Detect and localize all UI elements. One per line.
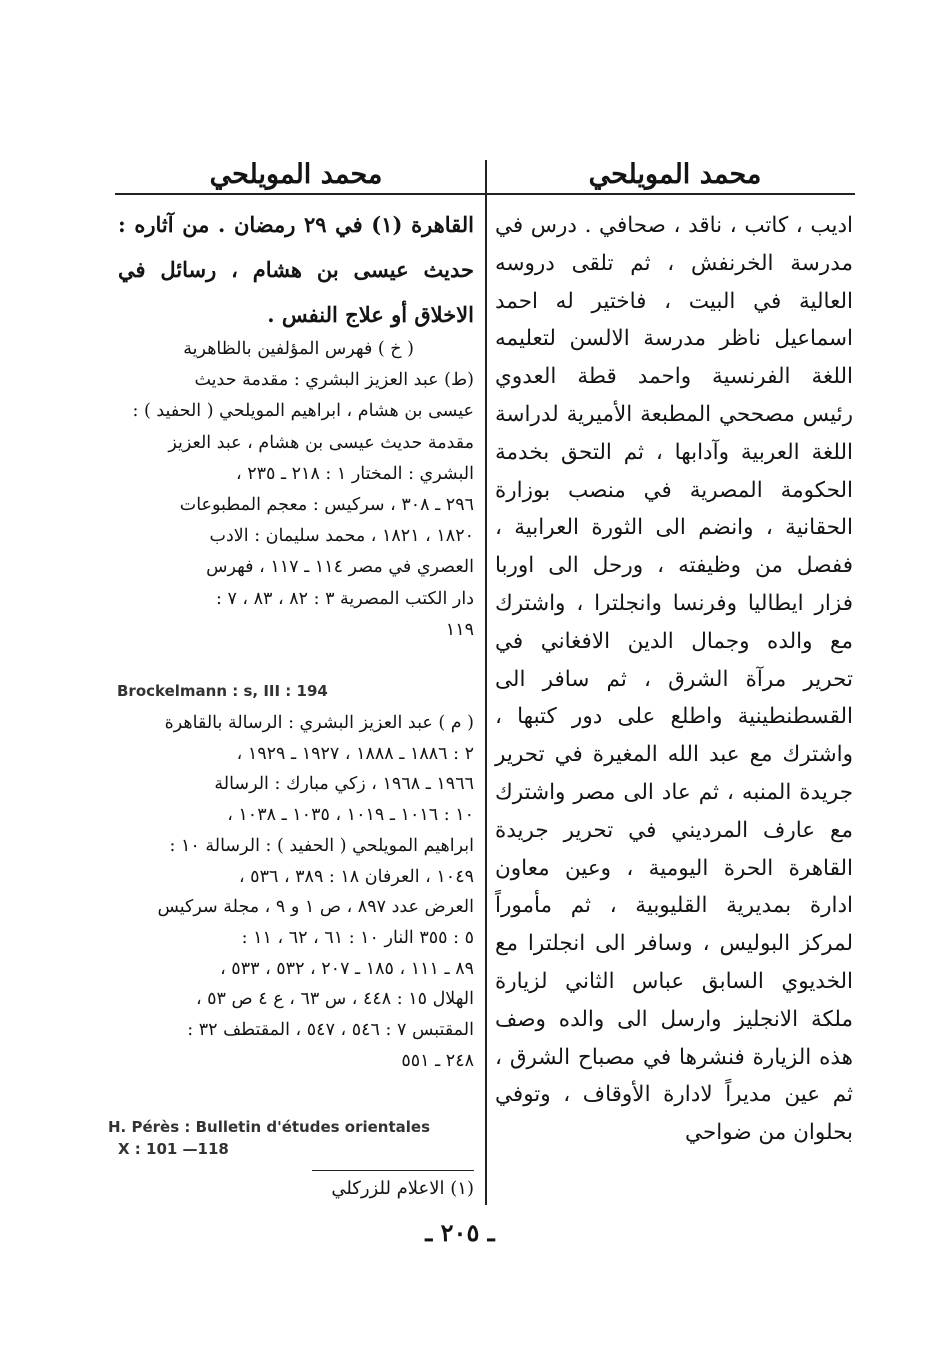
ref-line: ٢٤٨ ـ ٥٥١ (401, 1050, 474, 1071)
ref-line: العرض عدد ٨٩٧ ، ص ١ و ٩ ، مجلة سركيس (157, 897, 474, 918)
footnote: (١) الاعلام للزركلي (331, 1178, 474, 1199)
ref-line: الهلال ١٥ : ٤٤٨ ، س ٦٣ ، ع ٤ ص ٥٣ ، (195, 989, 474, 1010)
ref-line: ( م ) عبد العزيز البشري : الرسالة بالقاهرة (164, 713, 474, 733)
ref-line: ٢ : ١٨٨٦ ـ ١٨٨٨ ، ١٩٢٧ ـ ١٩٢٩ ، (236, 743, 474, 764)
ref-line: ١١٩ (445, 619, 474, 640)
ref-line: ١٨٢٠ ، ١٨٢١ ، محمد سليمان : الادب (209, 526, 474, 547)
ref-line: ٨٩ ـ ١١١ ، ١٨٥ ـ ٢٠٧ ، ٥٣٢ ، ٥٣٣ ، (220, 958, 474, 979)
ref-line: ٢٩٦ ـ ٣٠٨ ، سركيس : معجم المطبوعات (179, 495, 474, 516)
peres-reference (108, 1116, 430, 1160)
ref-line: عيسى بن هشام ، ابراهيم المويلحي ( الحفيد ) : (132, 401, 474, 422)
column-divider (485, 160, 487, 1205)
ref-line: دار الكتب المصرية ٣ : ٨٢ ، ٨٣ ، ٧ : (215, 588, 474, 609)
peres-line-2: X : 101 —118 (118, 1140, 229, 1158)
ref-line: ١٠ : ١٠١٦ ـ ١٠١٩ ، ١٠٣٥ ـ ١٠٣٨ ، (227, 805, 474, 826)
page-number: ـ ٢٠٥ ـ (425, 1218, 495, 1247)
ref-line: ١٠٤٩ ، العرفان ١٨ : ٣٨٩ ، ٥٣٦ ، (238, 866, 474, 887)
ref-line: ٥ : ٣٥٥ النار ١٠ : ٦١ ، ٦٢ ، ١١ : (241, 927, 474, 948)
biography-continuation: القاهرة (١) في ٢٩ رمضان . من آثاره : حديث عيسى بن هشام ، رسائل في الاخلاق أو علاج النفس . (118, 212, 474, 327)
right-column-header (495, 160, 855, 190)
ref-line: العصري في مصر ١١٤ ـ ١١٧ ، فهرس (206, 557, 474, 578)
ref-line: ابراهيم المويلحي ( الحفيد ) : الرسالة ١٠ : (169, 835, 474, 856)
left-column-header (115, 160, 477, 190)
ref-line: ١٩٦٦ ـ ١٩٦٨ ، زكي مبارك : الرسالة (214, 774, 474, 795)
ref-line: ( خ ) فهرس المؤلفين بالظاهرية (183, 339, 414, 359)
right-column-title: محمد المويلحي (588, 159, 762, 190)
references-manuscripts-printed (118, 334, 474, 646)
brockelmann-reference: Brockelmann : s, III : 194 (117, 682, 328, 700)
ref-line: المقتبس ٧ : ٥٤٦ ، ٥٤٧ ، المقتطف ٣٢ : (187, 1020, 474, 1041)
peres-line-1: H. Pérès : Bulletin d'études orientales (108, 1118, 431, 1136)
references-periodicals (118, 708, 474, 1076)
biography-paragraph: اديب ، كاتب ، ناقد ، صحافي . درس في مدرسة الخرنفش ، ثم تلقى دروسه العالية في البيت ، فاختير له احمد اسماعيل ناظر مدرسة الالسن لتعليمه اللغة الفرنسية واحمد قطة العدوي رئيس مصححي المطبعة الأميرية لدراسة اللغة العربية وآدابها ، ثم التحق بخدمة الحكومة المصرية في منصب بوزارة الحقانية ، وانضم الى الثورة العرابية ، ففصل من وظيفته ، ورحل الى اوربا فزار ايطاليا وفرنسا وانجلترا ، واشترك مع والده وجمال الدين الافغاني في تحرير مرآة الشرق ، ثم سافر الى القسطنطينية واطلع على دور كتبها ، واشترك مع عبد الله المغيرة في تحرير جريدة المنبه ، ثم عاد الى مصر واشترك مع عارف المرديني في تحرير جريدة القاهرة الحرة اليومية ، وعين معاون ادارة بمديرية القليوبية ، ثم مأموراً لمركز البوليس ، وسافر الى انجلترا مع الخديوي السابق عباس الثاني لزيارة ملكة الانجليز وارسل الى والده وصف هذه الزيارة فنشرها في مصباح الشرق ، ثم عين مديراً لادارة الأوقاف ، وتوفي بحلوان من ضواحي (495, 213, 853, 1146)
ref-line: مقدمة حديث عيسى بن هشام ، عبد العزيز (168, 432, 474, 453)
ref-line: البشري : المختار ١ : ٢١٨ ـ ٢٣٥ ، (235, 463, 474, 484)
left-column-title: محمد المويلحي (209, 159, 383, 190)
ref-line: (ط) عبد العزيز البشري : مقدمة حديث (194, 370, 474, 391)
footnote-rule (312, 1170, 474, 1171)
